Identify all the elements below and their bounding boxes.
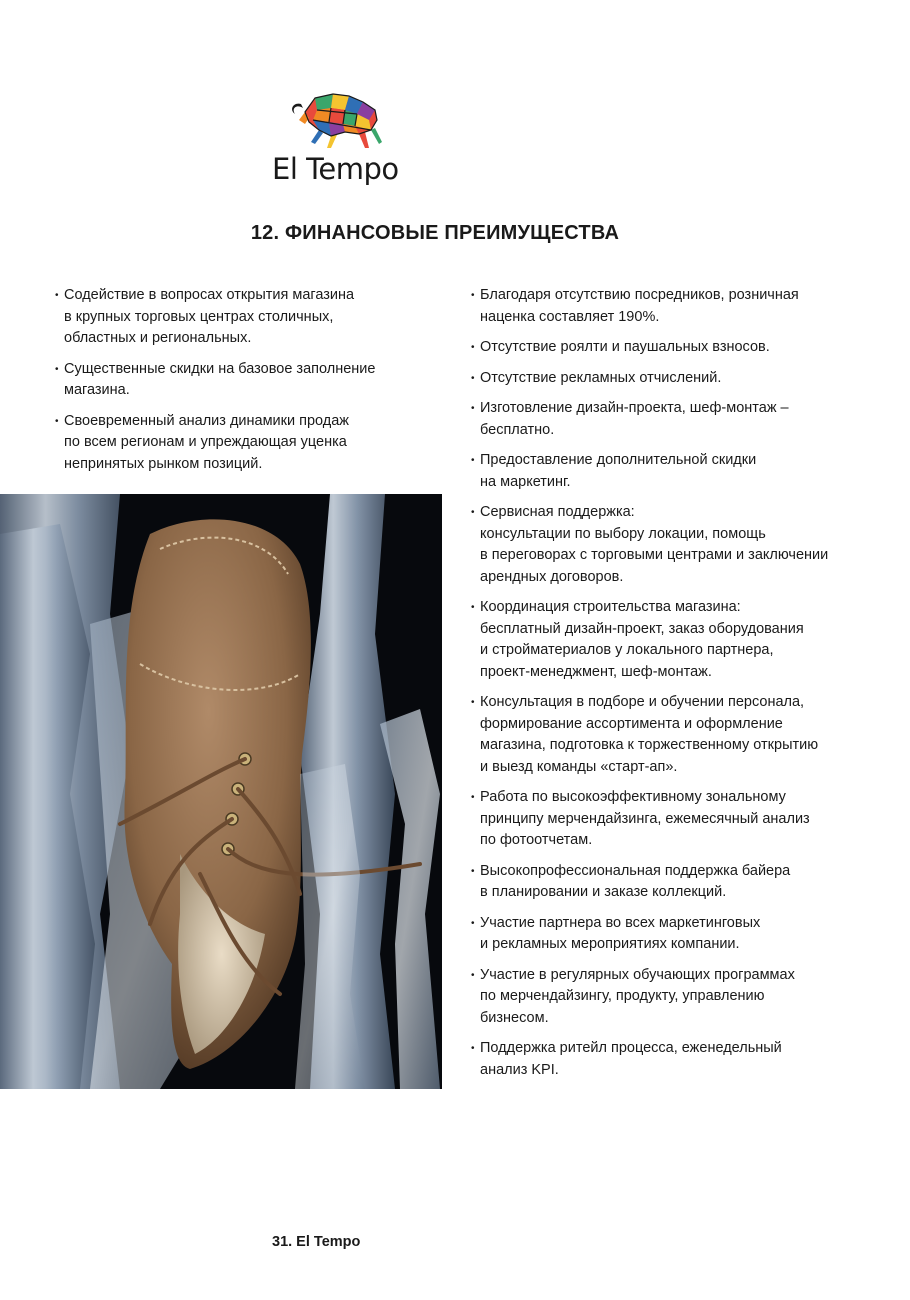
list-item: • Содействие в вопросах открытия магазина в крупных торговых центрах столичных, областных и региональных.: [55, 285, 435, 350]
list-item: • Консультация в подборе и обучении персонала, формирование ассортимента и оформление магазина, подготовка к торжественному открытию и выезд команды «старт-ап».: [471, 692, 881, 778]
list-item: • Участие партнера во всех маркетинговых и рекламных мероприятиях компании.: [471, 913, 881, 956]
list-item: • Отсутствие роялти и паушальных взносов.: [471, 337, 881, 359]
list-item: • Высокопрофессиональная поддержка байера в планировании и заказе коллекций.: [471, 861, 881, 904]
page-footer: 31. El Tempo: [272, 1234, 361, 1250]
list-item: • Поддержка ритейл процесса, еженедельный анализ KPI.: [471, 1038, 881, 1081]
list-item: • Работа по высокоэффективному зональному принципу мерчендайзинга, ежемесячный анализ по фотоотчетам.: [471, 787, 881, 852]
list-item: • Отсутствие рекламных отчислений.: [471, 368, 881, 390]
brand-name: El Tempo: [272, 152, 399, 186]
page-title: 12. ФИНАНСОВЫЕ ПРЕИМУЩЕСТВА: [250, 222, 620, 244]
list-item: • Своевременный анализ динамики продаж по всем регионам и упреждающая уценка непринятых рынком позиций.: [55, 411, 435, 476]
list-item: • Существенные скидки на базовое заполнение магазина.: [55, 359, 435, 402]
list-item: • Изготовление дизайн-проекта, шеф-монтаж – бесплатно.: [471, 398, 881, 441]
list-item: • Благодаря отсутствию посредников, розничная наценка составляет 190%.: [471, 285, 881, 328]
list-item: • Предоставление дополнительной скидки на маркетинг.: [471, 450, 881, 493]
list-item: • Сервисная поддержка: консультации по выбору локации, помощь в переговорах с торговыми центрами и заключении арендных договоров.: [471, 502, 881, 588]
list-item: • Координация строительства магазина: бесплатный дизайн-проект, заказ оборудования и стройматериалов у локального партнера, проект-менеджмент, шеф-монтаж.: [471, 597, 881, 683]
benefits-list-right: [471, 285, 881, 1090]
list-item: • Участие в регулярных обучающих программах по мерчендайзингу, продукту, управлению бизнесом.: [471, 965, 881, 1030]
bull-icon: [285, 90, 385, 152]
boot-on-ice-image: [0, 494, 442, 1089]
benefits-list-left: [55, 285, 435, 484]
